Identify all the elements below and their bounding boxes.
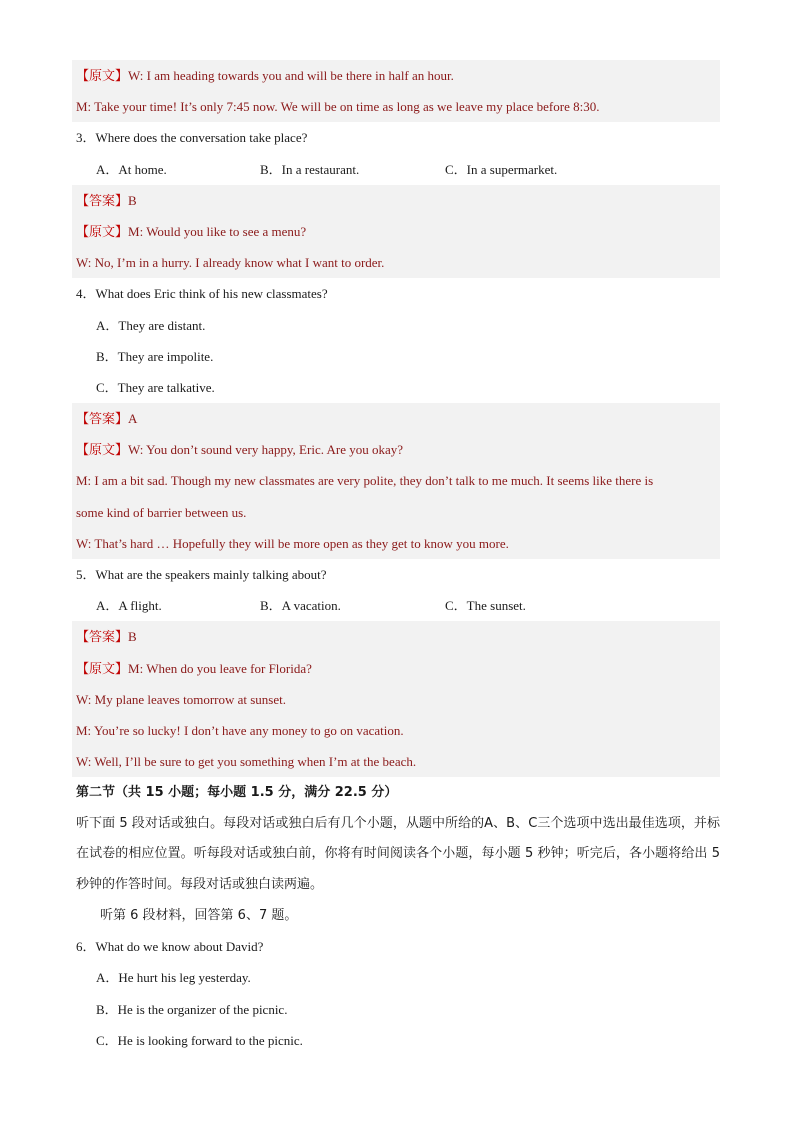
answer-value: B <box>128 192 137 208</box>
transcript-tag: 【原文】 <box>76 69 129 84</box>
option-b: B．In a restaurant. <box>260 161 360 177</box>
question-3: 3．Where does the conversation take place? <box>76 130 308 146</box>
question-6: 6．What do we know about David? <box>76 939 264 955</box>
transcript-line: W: That’s hard … Hopefully they will be more open as they get to know you more. <box>72 528 720 559</box>
options-q5 <box>76 590 720 621</box>
options-q3 <box>76 154 720 185</box>
option-c: C．He is looking forward to the picnic. <box>96 1032 303 1048</box>
transcript-line: 【原文】W: I am heading towards you and will be there in half an hour. <box>72 60 720 91</box>
listen-note: 听第 6 段材料，回答第 6、7 题。 <box>100 908 298 923</box>
transcript-line: 【原文】M: When do you leave for Florida? <box>72 653 720 684</box>
option-a: A．He hurt his leg yesterday. <box>96 970 251 986</box>
document-page <box>76 60 720 1056</box>
option-b: B．A vacation. <box>260 598 341 614</box>
answer-value: A <box>128 411 138 427</box>
question-5: 5．What are the speakers mainly talking about? <box>76 567 327 582</box>
section-instructions: 听下面 5 段对话或独白。每段对话或独白后有几个小题，从题中所给的A、B、C三个选项中选出最佳选项，并标在试卷的相应位置。听每段对话或独白前，你将有时间阅读各个小题，每小题 5 秒钟；听完后，各小题将给出 5 秒钟的作答时间。每段对话或独白读两遍。 <box>76 815 720 892</box>
option-c: C．They are talkative. <box>96 379 215 395</box>
transcript-line: W: No, I’m in a hurry. I already know what I want to order. <box>72 247 720 278</box>
option-c: C．In a supermarket. <box>445 161 558 177</box>
answer-line: 【答案】B <box>72 621 720 652</box>
transcript-line: M: I am a bit sad. Though my new classmates are very polite, they don’t talk to me much. It seems like there is <box>72 465 720 496</box>
transcript-line: M: You’re so lucky! I don’t have any money to go on vacation. <box>72 715 720 746</box>
transcript-line: W: Well, I’ll be sure to get you something when I’m at the beach. <box>72 746 720 777</box>
answer-line: 【答案】A <box>72 403 720 434</box>
option-b: B．He is the organizer of the picnic. <box>96 1001 288 1017</box>
answer-line: 【答案】B <box>72 185 720 216</box>
answer-value: B <box>128 629 137 645</box>
option-c: C．The sunset. <box>445 598 526 614</box>
option-a: A．They are distant. <box>96 317 206 333</box>
transcript-line: W: My plane leaves tomorrow at sunset. <box>72 684 720 715</box>
transcript-line: M: Take your time! It’s only 7:45 now. We will be on time as long as we leave my place before 8:30. <box>72 91 720 122</box>
transcript-line: some kind of barrier between us. <box>72 497 720 528</box>
option-a: A．A flight. <box>96 598 162 614</box>
question-4: 4．What does Eric think of his new classmates? <box>76 286 328 302</box>
option-b: B．They are impolite. <box>96 348 214 364</box>
section-heading: 第二节（共 15 小题；每小题 1.5 分，满分 22.5 分） <box>76 785 398 801</box>
transcript-line: 【原文】M: Would you like to see a menu? <box>72 216 720 247</box>
option-a: A．At home. <box>96 161 167 177</box>
transcript-line: 【原文】W: You don’t sound very happy, Eric. Are you okay? <box>72 434 720 465</box>
